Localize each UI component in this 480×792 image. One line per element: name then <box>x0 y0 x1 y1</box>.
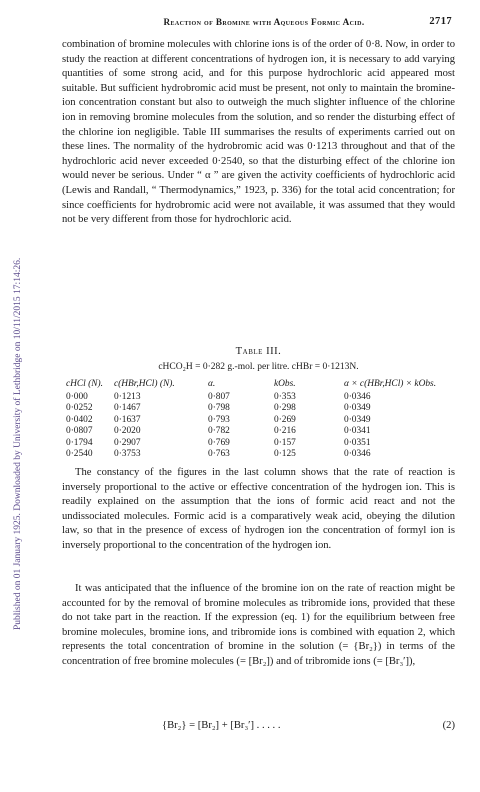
cell: 0·157 <box>274 437 296 448</box>
cell: 0·0346 <box>344 392 371 402</box>
cell: 0·0346 <box>344 449 371 460</box>
data-table <box>66 378 458 460</box>
cell: 0·0402 <box>66 414 93 425</box>
cell: 0·2020 <box>114 426 141 437</box>
cell: 0·353 <box>274 392 296 402</box>
col-header-hcl: cHCl (N). <box>66 379 103 389</box>
equation-expression: {Br₂} = [Br₂] + [Br₃′] . . . . . <box>162 720 281 731</box>
cell: 0·269 <box>274 414 296 425</box>
cell: 0·0349 <box>344 414 371 425</box>
table-row <box>66 438 458 449</box>
cell: 0·000 <box>66 392 88 402</box>
paragraph-2: The constancy of the figures in the last column shows that the rate of reaction is inversely proportional to the active or effective concentration of the hydrogen ion. This is readily explained on the assumption that the ions of formic acid react and not the undissociated molecules. Formic acid is a comparatively weak acid, obeying the dilution law, so that in the presence of excess of hydrogen ion the concentration of formyl ion is inversely proportional to the concentration of the hydrogen ion. <box>62 467 455 551</box>
col-header-product: α × c(HBr,HCl) × kObs. <box>344 379 437 389</box>
table-title: Table III. <box>235 346 282 357</box>
cell: 0·0341 <box>344 426 371 437</box>
cell: 0·0349 <box>344 403 371 414</box>
page-number: 2717 <box>429 16 452 27</box>
col-header-kobs: kObs. <box>274 379 296 389</box>
download-watermark <box>4 70 22 630</box>
table-row <box>66 426 458 437</box>
cell: 0·1213 <box>114 392 141 402</box>
paragraph-3: It was anticipated that the influence of the bromine ion on the rate of reaction might be accounted for by the removal of bromine molecules as tribromide ions, provided that these do not take part in the reaction. If the expression (eq. 1) for the equilibrium between free bromine molecules, bromine ions, and tribromide ions is combined with equation 2, which represents the total concentration of bromine in the solution (= {Br₂}) in terms of the concentration of free bromine molecules (= [Br₂]) and of tribromide ions (= [Br₃′]), <box>62 583 455 667</box>
table-row <box>66 403 458 414</box>
page-header <box>76 17 452 31</box>
cell: 0·793 <box>208 414 230 425</box>
cell: 0·1637 <box>114 414 141 425</box>
table-row <box>66 449 458 460</box>
cell: 0·1467 <box>114 403 141 414</box>
cell: 0·1794 <box>66 437 93 448</box>
paragraph-1: combination of bromine molecules with chlorine ions is of the order of 0·8. Now, in order to study the reaction at different concentrations of hydrogen ion, it is necessary to add varying quantities of some strong acid, and for this purpose hydrochloric acid appeared most suitable. But sufficient hydrobromic acid must be present, not only to maintain the bromine-ion concentration constant but also to outweigh the much slighter influence of the chlorine ion in removing bromine molecules from the solution, and so render the disturbing effect of the chlorine ion negligible. Table III summarises the results of experiments carried out on these lines. The normality of the hydrobromic acid was 0·1213 throughout and that of the hydrochloric acid never exceeded 0·2540, so that the disturbing effect of the chlorine ion would never be serious. Under “ α ” are given the activity coefficients of hydrochloric acid (Lewis and Randall, “ Thermodynamics,” 1923, p. 336) for the total acid concentration; for since coefficients for hydrobromic acid were not available, it was assumed that they would not be very different from those for hydrochloric acid. <box>62 39 455 226</box>
cell: 0·807 <box>208 392 230 402</box>
cell: 0·769 <box>208 437 230 448</box>
table-row <box>66 415 458 426</box>
cell: 0·125 <box>274 449 296 460</box>
cell: 0·2907 <box>114 437 141 448</box>
cell: 0·763 <box>208 449 230 460</box>
cell: 0·216 <box>274 426 296 437</box>
col-header-total-acid: c(HBr,HCl) (N). <box>114 379 175 389</box>
equation-number: (2) <box>442 720 455 731</box>
cell: 0·298 <box>274 403 296 414</box>
cell: 0·0351 <box>344 437 371 448</box>
cell: 0·782 <box>208 426 230 437</box>
cell: 0·0252 <box>66 403 93 414</box>
running-title: Reaction of Bromine with Aqueous Formic Acid. <box>163 17 365 27</box>
table-conditions: cHCO₂H = 0·282 g.-mol. per litre. cHBr = 0·1213N. <box>158 362 359 372</box>
table-row <box>66 392 458 403</box>
cell: 0·2540 <box>66 449 93 460</box>
table-header-row <box>66 378 458 392</box>
cell: 0·0807 <box>66 426 93 437</box>
col-header-alpha: α. <box>208 379 216 389</box>
cell: 0·798 <box>208 403 230 414</box>
cell: 0·3753 <box>114 449 141 460</box>
watermark-text: Published on 01 January 1925. Downloaded by University of Lethbridge on 10/11/2015 17:14:26. <box>13 257 23 630</box>
